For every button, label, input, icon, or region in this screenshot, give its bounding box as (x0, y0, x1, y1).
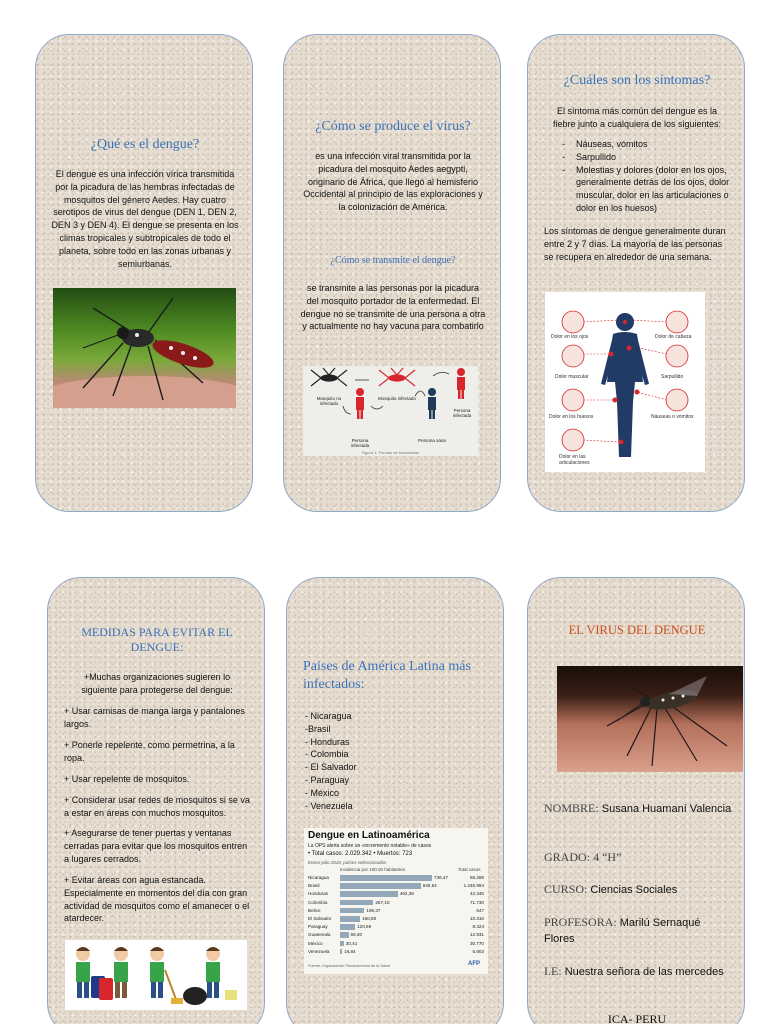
chart-category-label: Colombia (308, 899, 328, 905)
chart-value-label: 195,37 (366, 907, 381, 913)
symptom-item: - Sarpullido (560, 151, 732, 164)
panel1-text: El dengue es una infección vírica transmitida por la picadura de las hembras infectadas de mosquitos del género Aedes. Hay cuatro serotipos de virus del dengue (DEN 1, DEN 2, DEN 3 y DEN 4). El dengue se presenta en los climas tropicales y subtropicales de todo el planeta, sobre todo en las zonas urbanas y semiurbanas. (51, 169, 239, 269)
ie-label: I.E: (544, 964, 562, 978)
chart-total-label: 71.730 (469, 899, 484, 905)
label-sarpullido: Sarpullido (661, 374, 684, 380)
cover-mosquito-photo (557, 666, 743, 772)
dengue-chart (304, 828, 488, 974)
profesora-label: PROFESORA: (544, 915, 617, 929)
panel3-title: ¿Cuáles son los síntomas? (563, 73, 711, 88)
chart-bar (340, 949, 342, 955)
transmission-diagram (303, 366, 478, 456)
chart-totals: • Total casos: 2.029.342 • Muertos: 723 (308, 851, 413, 857)
country-item: - México (305, 787, 340, 798)
measure-item: + Usar camisas de manga larga y pantalones largos. (64, 706, 245, 729)
curso-label: CURSO: (544, 882, 588, 896)
mosquito-photo (53, 288, 236, 408)
chart-total-label: 42.346 (469, 891, 484, 897)
country-item: - Venezuela (305, 800, 353, 811)
label-dolor-ojos: Dolor en los ojos (551, 334, 589, 340)
panel-paises-infectados (286, 577, 504, 1024)
chart-total-label: 10.316 (469, 916, 484, 921)
chart-subtitle: La OPS alerta sobre un «incremento notable» de casos (308, 843, 432, 849)
chart-col2-header: Total casos (458, 867, 481, 872)
chart-value-label: 30,41 (345, 940, 358, 946)
label-mosquito-infectado: Mosquito infectado (378, 396, 416, 401)
panel2-text2: se transmite a las personas por la picadura del mosquito portador de la enfermedad. El dengue no se transmite de una persona a otra y actualmente no hay vacuna para combatirlo (300, 283, 486, 332)
chart-category-label: Brasil (308, 883, 320, 889)
panel-portada (527, 577, 745, 1024)
panel2-subtitle: ¿Cómo se transmite el dengue? (330, 255, 456, 266)
label-mosquito-no-infectado: Mosquito no infectado (316, 396, 342, 406)
panel-sintomas (527, 34, 745, 512)
chart-category-label: Belice (308, 907, 321, 913)
chart-value-label: 736,47 (434, 875, 449, 880)
panel4-intro: +Muchas organizaciones sugieren lo siguiente para protegerse del dengue: (81, 672, 233, 695)
country-item: - Colombia (305, 749, 349, 760)
chart-bar (340, 908, 364, 914)
chart-value-label: 645,54 (422, 883, 437, 889)
chart-value-label: 160,80 (362, 916, 377, 921)
chart-value-label: 68,30 (350, 932, 363, 938)
label-persona-infectada-2: Persona infectada (452, 408, 472, 418)
measure-item: + Evitar áreas con agua estancada. Especialmente en momentos del día con gran actividad de mosquitos como el amanecer o el atardecer. (64, 875, 250, 924)
panel-medidas (47, 577, 265, 1024)
chart-bar (340, 916, 360, 922)
country-item: - Honduras (305, 736, 350, 747)
field-profesora (544, 914, 734, 947)
chart-bar (340, 891, 398, 897)
cover-title: EL VIRUS DEL DENGUE (568, 623, 706, 637)
grado-value: 4 “H” (593, 850, 622, 864)
label-nauseas: Náuseas o vómitos (651, 414, 694, 420)
chart-col1-header: Incidencia por 100.00 habitantes (340, 867, 406, 872)
chart-total-label: 12.931 (469, 932, 484, 938)
nombre-value: Susana Huamaní Valencia (601, 803, 732, 815)
chart-total-label: 30.770 (469, 940, 484, 946)
chart-value-label: 120,69 (357, 924, 372, 930)
curso-value: Ciencias Sociales (590, 884, 678, 896)
panel3-outro: Los síntomas de dengue generalmente duran entre 2 y 7 días. La mayoría de las personas se recupera en alrededor de una semana. (544, 226, 726, 262)
chart-total-label: 647 (476, 907, 484, 913)
chart-total-label: 1.345.994 (463, 883, 484, 889)
chart-plot-area (304, 874, 488, 958)
chart-category-label: México (308, 940, 323, 946)
label-dolor-articulaciones: Dolor en las articulaciones (559, 454, 590, 466)
field-grado (544, 849, 734, 866)
afp-logo: AFP (468, 961, 480, 967)
field-nombre (544, 800, 734, 817)
chart-category-label: Honduras (308, 891, 328, 897)
chart-value-label: 16,84 (344, 948, 356, 954)
chart-total-label: 55.289 (469, 875, 484, 880)
panel2-text: es una infección viral transmitida por la picadura del mosquito Aedes aegypti, originario de África, que llegó al hemisferio Occidental al principio de las exploraciones y la colonización de América. (303, 151, 483, 213)
chart-title: Dengue en Latinoamérica (308, 830, 430, 841)
chart-source: Fuente: Organización Panamericana de la Salud (308, 964, 390, 968)
chart-period: Enero-julio 2019, países seleccionados (308, 860, 387, 865)
chart-bar (340, 924, 355, 930)
chart-value-label: 462,39 (399, 891, 414, 897)
panel3-intro: El síntoma más común del dengue es la fiebre junto a cualquiera de los siguientes: (552, 106, 722, 129)
label-dolor-muscular: Dolor muscular (555, 374, 589, 380)
kids-cleaning-illustration (65, 940, 247, 1010)
panel2-title: ¿Cómo se produce el virus? (315, 119, 471, 134)
chart-bar (340, 883, 421, 889)
panel-como-se-produce (283, 34, 501, 512)
chart-value-label: 267,10 (375, 899, 390, 905)
chart-total-label: 8.324 (472, 924, 484, 930)
label-persona-infectada: Persona infectada (350, 438, 370, 448)
panel5-title: Paises de América Latina más infectados: (303, 659, 471, 692)
label-persona-sana: Persona sana (418, 438, 446, 443)
cover-footer: ICA- PERU (607, 1012, 667, 1024)
ie-value: Nuestra señora de las mercedes (564, 966, 724, 978)
label-dolor-cabeza: Dolor de cabeza (655, 334, 692, 340)
symptoms-figure (545, 292, 705, 472)
symptom-list (560, 138, 732, 215)
country-item: - El Salvador (305, 762, 357, 773)
chart-bar (340, 941, 344, 947)
measure-item: + Considerar usar redes de mosquitos si se va a estar en áreas con muchos mosquitos. (64, 795, 250, 818)
country-list (305, 710, 425, 812)
country-item: - Nicaragua (305, 711, 352, 721)
panel-que-es-el-dengue (35, 34, 253, 512)
panel1-title: ¿Qué es el dengue? (90, 137, 200, 152)
label-dolor-huesos: Dolor en los huesos (549, 414, 594, 420)
chart-category-label: El Salvador (308, 916, 332, 921)
measure-item: + Asegurarse de tener puertas y ventanas cerradas para evitar que los mosquitos entren a lugares cerrados. (64, 828, 248, 864)
chart-category-label: Paraguay (308, 924, 328, 930)
field-ie (544, 963, 734, 980)
panel4-title: MEDIDAS PARA EVITAR EL DENGUE: (81, 625, 233, 654)
symptom-item: - Molestias y dolores (dolor en los ojos, generalmente detrás de los ojos, dolor muscular, dolor en las articulaciones o dolor en los huesos) (560, 164, 732, 215)
chart-bar (340, 900, 373, 906)
diagram-caption: Figura 1: Formas de transmisión (361, 450, 420, 455)
chart-category-label: Venezuela (308, 948, 330, 954)
measure-item: + Usar repelente de mosquitos. (64, 774, 190, 784)
grado-label: GRADO: (544, 850, 591, 864)
measure-item: + Ponerle repelente, como permetrina, a la ropa. (64, 740, 235, 763)
chart-total-label: 5.903 (472, 948, 484, 954)
country-item: -Brasil (305, 723, 331, 734)
chart-bar (340, 875, 432, 881)
profesora-value: Marilú Sernaqué Flores (544, 917, 701, 945)
chart-category-label: Guatemala (308, 932, 331, 938)
field-curso (544, 881, 734, 898)
nombre-label: NOMBRE: (544, 801, 599, 815)
symptom-item: - Náuseas, vómitos (560, 138, 732, 151)
chart-bar (340, 932, 349, 938)
chart-category-label: Nicaragua (308, 875, 329, 880)
country-item: - Paraguay (305, 774, 350, 785)
